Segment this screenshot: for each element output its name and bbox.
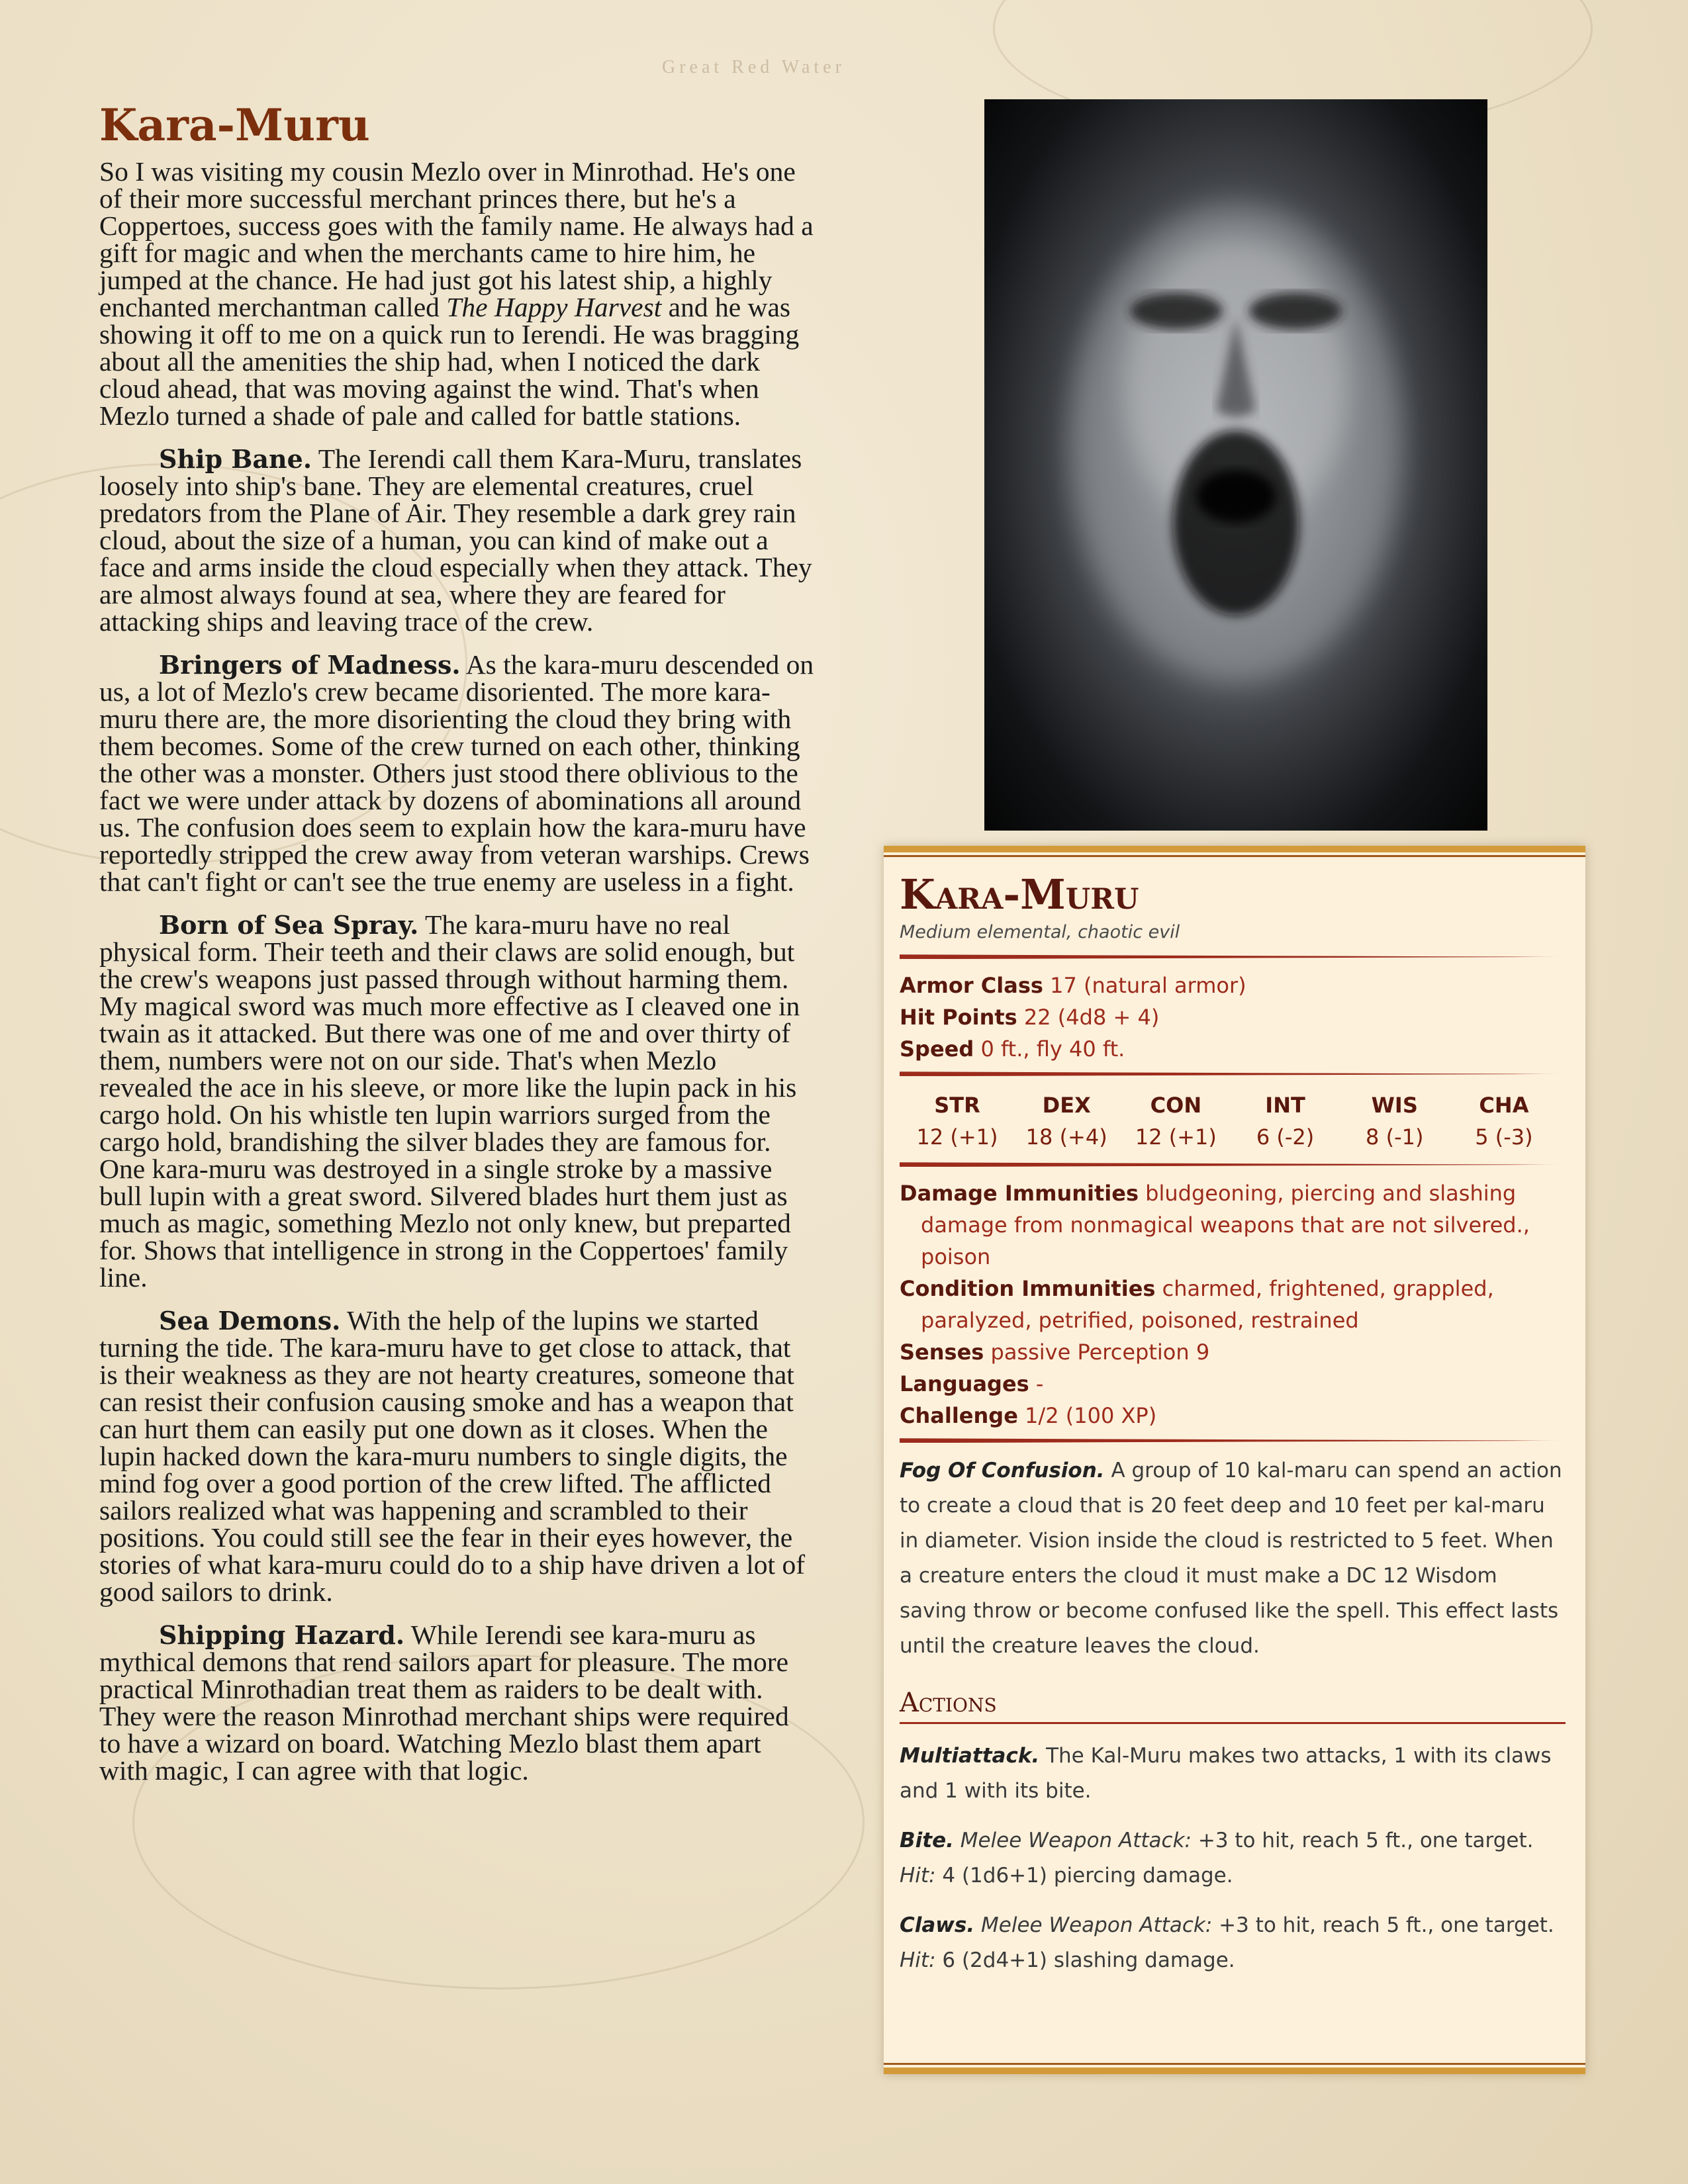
ability-int: INT 6 (-2): [1256, 1093, 1315, 1150]
section-shipping-hazard: [99, 1621, 814, 1784]
section-text: As the kara-muru descended on us, a lot of Mezlo's crew became disoriented. The more kara-muru there are, the more disorienting the cloud they bring with them becomes. Some of the crew turned on each other, thinking the other was a monster. Others just stood there oblivious to the fact we were under attack by dozens of abominations all around us. The confusion does seem to explain how the kara-muru have reportedly stripped the crew away from veteran warships. Crews that can't fight or can't see the true enemy are useless in a fight.: [99, 649, 814, 897]
ability-wis: WIS 8 (-1): [1366, 1093, 1424, 1150]
section-text: The kara-muru have no real physical form. Their teeth and their claws are solid enough, but the crew's weapons just passed through without harming them. My magical sword was much more effective as I cleaved one in twain as it attacked. But there was one of me and over thirty of them, numbers were not on our side. That's when Mezlo revealed the ace in his sleeve, or more like the lupin pack in his cargo hold. On his whistle ten lupin warriors surged from the cargo hold, brandishing the silver blades they are famous for. One kara-muru was destroyed in a single stroke by a massive bull lupin with a great sword. Silvered blades hurt them just as much as magic, something Mezlo not only knew, but preparted for. Shows that intelligence in strong in the Coppertoes' family line.: [99, 909, 800, 1293]
section-heading: Sea Demons.: [159, 1306, 341, 1336]
section-heading: Ship Bane.: [159, 444, 312, 475]
section-heading: Bringers of Madness.: [159, 650, 461, 680]
speed: Speed 0 ft., fly 40 ft.: [900, 1036, 1125, 1062]
armor-class: Armor Class 17 (natural armor): [900, 973, 1246, 999]
ability-scores: [900, 1087, 1566, 1156]
action-bite: Bite. Melee Weapon Attack: +3 to hit, reach 5 ft., one target. Hit: 4 (1d6+1) piercing damage.: [900, 1829, 1534, 1888]
ability-cha: CHA 5 (-3): [1475, 1093, 1533, 1150]
actions-heading: Actions: [900, 1688, 997, 1719]
section-text: While Ierendi see kara-muru as mythical demons that rend sailors apart for pleasure. The more practical Minrothadian treat them as raiders to be dealt with. They were the reason Minrothad merchant ships were required to have a wizard on board. Watching Mezlo blast them apart with magic, I can agree with that logic.: [99, 1619, 789, 1786]
trait-fog-of-confusion: Fog Of Confusion. A group of 10 kal-maru can spend an action to create a cloud that is 20 feet deep and 10 feet per kal-maru in diameter. Vision inside the cloud is restricted to 5 feet. When a creature enters the cloud it must make a DC 12 Wisdom saving throw or become confused like the spell. This effect lasts until the creature leaves the cloud.: [900, 1459, 1562, 1659]
smoke-face-illustration: [984, 99, 1487, 831]
section-born-of-sea-spray: [99, 911, 814, 1291]
section-bringers-of-madness: [99, 651, 814, 895]
page-title: Kara-Muru: [99, 99, 370, 151]
section-text: The Ierendi call them Kara-Muru, translates loosely into ship's bane. They are elemental creatures, cruel predators from the Plane of Air. They resemble a dark grey rain cloud, about the size of a human, you can kind of make out a face and arms inside the cloud especially when they attack. They are almost always found at sea, where they are feared for attacking ships and leaving trace of the crew.: [99, 443, 812, 637]
divider: [900, 1162, 1566, 1167]
statblock-name: Kara-Muru: [900, 870, 1139, 919]
creature-portrait: [984, 99, 1487, 831]
divider: [900, 1071, 1566, 1076]
section-heading: Born of Sea Spray.: [159, 910, 419, 940]
hit-points: Hit Points 22 (4d8 + 4): [900, 1005, 1160, 1030]
ability-str: STR 12 (+1): [916, 1093, 998, 1150]
statblock-type: Medium elemental, chaotic evil: [900, 922, 1180, 943]
section-sea-demons: [99, 1307, 814, 1606]
languages: Languages -: [900, 1371, 1044, 1397]
intro-paragraph: So I was visiting my cousin Mezlo over in Minrothad. He's one of their more successful merchant princes there, but he's a Coppertoes, success goes with the family name. He always had a gift for magic and when the merchants came to hire him, he jumped at the chance. He had just got his latest ship, a highly enchanted merchantman called The Happy Harvest and he was showing it off to me on a quick run to Ierendi. He was bragging about all the amenities the ship had, when I noticed the dark cloud ahead, that was moving against the wind. That's when Mezlo turned a shade of pale and called for battle stations.: [99, 156, 814, 432]
stat-block: [884, 846, 1585, 2074]
damage-immunities: Damage Immunities bludgeoning, piercing and slashing damage from nonmagical weapons that are not silvered., poison: [900, 1181, 1530, 1270]
map-label: Great Red Water: [662, 57, 845, 77]
section-heading: Shipping Hazard.: [159, 1620, 405, 1651]
ability-con: CON 12 (+1): [1135, 1093, 1217, 1150]
challenge: Challenge 1/2 (100 XP): [900, 1403, 1157, 1429]
ship-name: The Happy Harvest: [446, 292, 662, 323]
action-claws: Claws. Melee Weapon Attack: +3 to hit, reach 5 ft., one target. Hit: 6 (2d4+1) slashing damage.: [900, 1913, 1554, 1973]
article-column: [99, 99, 814, 1800]
ability-dex: DEX 18 (+4): [1025, 1093, 1107, 1150]
condition-immunities: Condition Immunities charmed, frightened, grappled, paralyzed, petrified, poisoned, restrained: [900, 1276, 1494, 1334]
divider: [900, 1438, 1566, 1443]
section-ship-bane: [99, 445, 814, 635]
section-text: With the help of the lupins we started turning the tide. The kara-muru have to get close to attack, that is their weakness as they are not hearty creatures, someone that can resist their confusion causing smoke and has a weapon that can hurt them can easily put one down as it closes. When the lupin hacked down the kara-muru numbers to single digits, the mind fog over a good portion of the crew lifted. The afflicted sailors realized what was happening and scrambled to their positions. You could still see the fear in their eyes however, the stories of what kara-muru could do to a ship have driven a lot of good sailors to drink.: [99, 1305, 806, 1608]
actions-divider: [900, 1722, 1566, 1724]
divider: [900, 954, 1566, 959]
action-multiattack: Multiattack. The Kal-Muru makes two attacks, 1 with its claws and 1 with its bite.: [900, 1744, 1552, 1803]
senses: Senses passive Perception 9: [900, 1340, 1210, 1365]
